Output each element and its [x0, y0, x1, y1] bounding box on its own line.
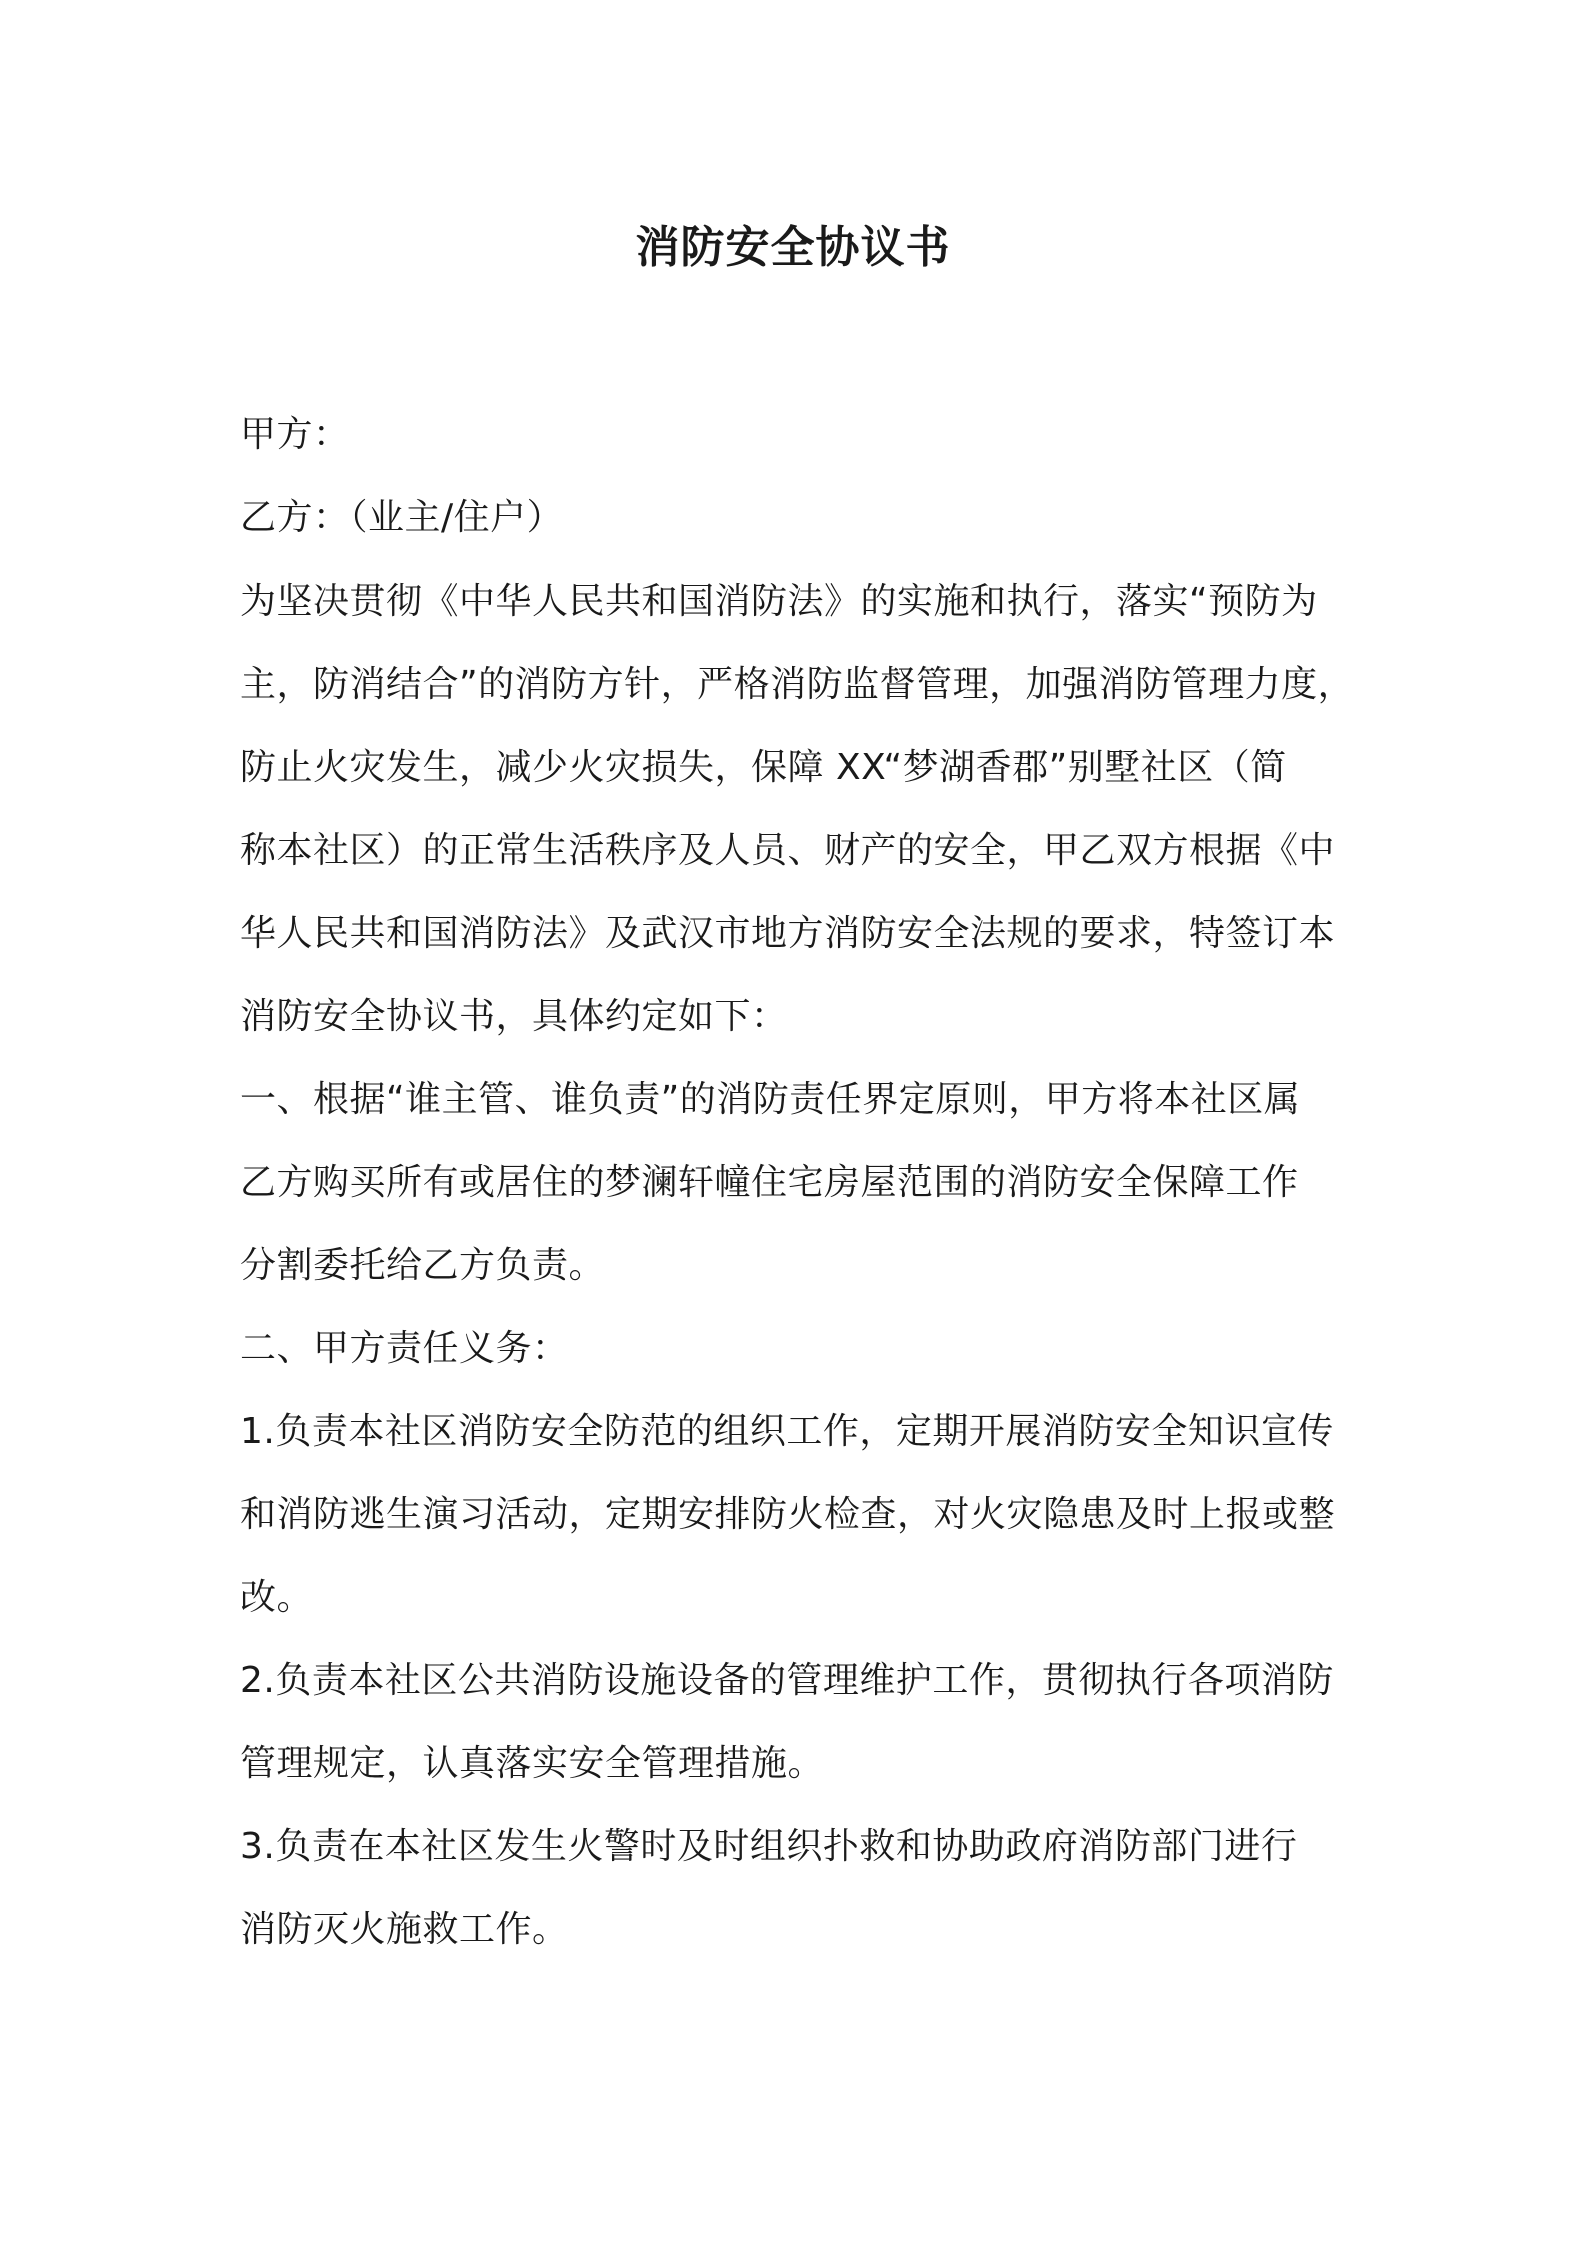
item-1-line-2: 和消防逃生演习活动，定期安排防火检查，对火灾隐患及时上报或整 — [240, 1494, 1336, 1535]
item-2-line-2: 管理规定，认真落实安全管理措施。 — [240, 1743, 825, 1784]
clause-2-heading: 二、甲方责任义务： — [240, 1328, 569, 1369]
clause-1-line-2: 乙方购买所有或居住的梦澜轩幢住宅房屋范围的消防安全保障工作 — [240, 1162, 1299, 1203]
item-2-line-1: 2.负责本社区公共消防设施设备的管理维护工作，贯彻执行各项消防 — [240, 1660, 1334, 1701]
item-3-line-2: 消防灭火施救工作。 — [240, 1909, 569, 1950]
preamble-line-1: 为坚决贯彻《中华人民共和国消防法》的实施和执行，落实“预防为 — [240, 581, 1318, 622]
clause-1-line-1: 一、根据“谁主管、谁负责”的消防责任界定原则，甲方将本社区属 — [240, 1079, 1301, 1120]
party-b-line: 乙方：（业主/住户） — [240, 497, 564, 538]
item-1-line-3: 改。 — [240, 1577, 314, 1618]
item-3-line-1: 3.负责在本社区发生火警时及时组织扑救和协助政府消防部门进行 — [240, 1826, 1298, 1867]
preamble-line-5: 华人民共和国消防法》及武汉市地方消防安全法规的要求，特签订本 — [240, 913, 1336, 954]
preamble-line-6: 消防安全协议书，具体约定如下： — [240, 996, 788, 1037]
party-a-line: 甲方： — [240, 414, 350, 455]
item-1-line-1: 1.负责本社区消防安全防范的组织工作，定期开展消防安全知识宣传 — [240, 1411, 1334, 1452]
preamble-line-3: 防止火灾发生，减少火灾损失，保障 XX“梦湖香郡”别墅社区（简 — [240, 747, 1287, 788]
preamble-line-4: 称本社区）的正常生活秩序及人员、财产的安全，甲乙双方根据《中 — [240, 830, 1336, 871]
preamble-line-2: 主，防消结合”的消防方针，严格消防监督管理，加强消防管理力度， — [240, 664, 1355, 705]
document-title: 消防安全协议书 — [635, 222, 951, 273]
clause-1-line-3: 分割委托给乙方负责。 — [240, 1245, 606, 1286]
